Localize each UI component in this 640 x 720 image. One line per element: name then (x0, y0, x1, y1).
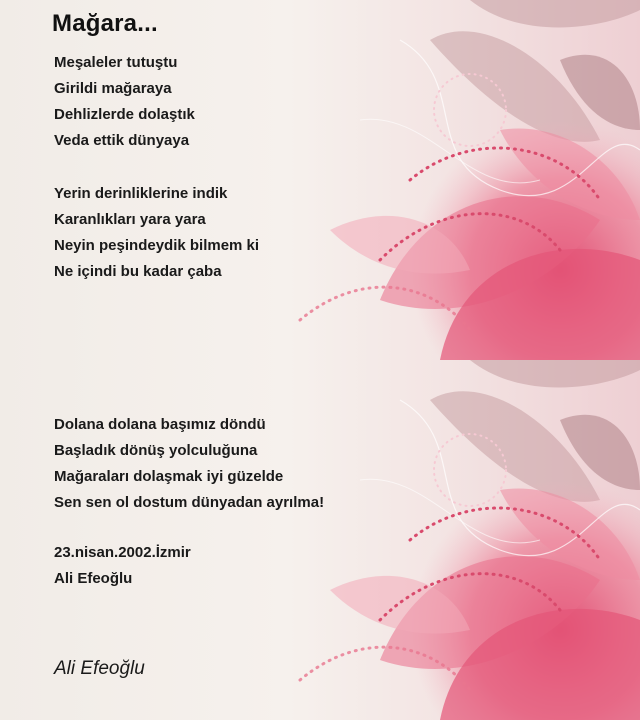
poem-line: Başladık dönüş yolculuğuna (54, 442, 258, 459)
author-signature: Ali Efeoğlu (54, 658, 145, 679)
poem-line: Veda ettik dünyaya (54, 132, 190, 149)
poem-line: Mağaraları dolaşmak iyi güzelde (54, 468, 284, 485)
poem-author: Ali Efeoğlu (54, 570, 133, 587)
poem-line: Neyin peşindeydik bilmem ki (54, 237, 260, 254)
stanza-1 (54, 50, 195, 154)
poem-line: Karanlıkları yara yara (54, 211, 206, 228)
poem-line: Meşaleler tutuştu (54, 54, 178, 71)
poem-line: Sen sen ol dostum dünyadan ayrılma! (54, 494, 325, 511)
poem-footer (54, 540, 191, 592)
poem-line: Ne içindi bu kadar çaba (54, 263, 222, 280)
poem-line: Yerin derinliklerine indik (54, 185, 228, 202)
stanza-2 (54, 181, 259, 285)
poem-line: Dehlizlerde dolaştık (54, 106, 195, 123)
poem-line: Girildi mağaraya (54, 80, 172, 97)
poem-date: 23.nisan.2002.İzmir (54, 544, 191, 561)
stanza-3 (54, 412, 324, 516)
poem-title: Mağara... (52, 10, 158, 37)
poem-line: Dolana dolana başımız döndü (54, 416, 266, 433)
